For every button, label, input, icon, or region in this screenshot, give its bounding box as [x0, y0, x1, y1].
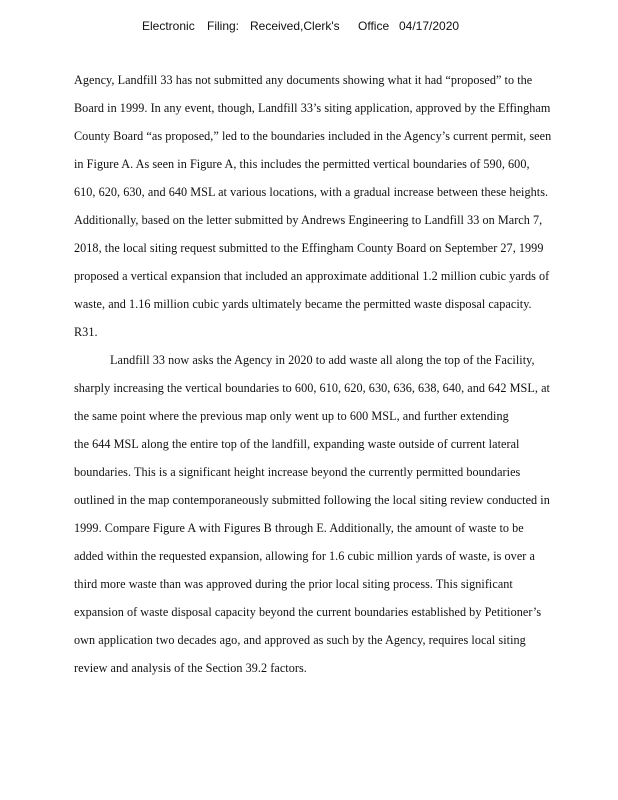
- header-received: Received,Clerk's: [250, 19, 340, 33]
- text-line: 610, 620, 630, and 640 MSL at various locations, with a gradual increase between these heights.: [74, 185, 549, 199]
- text-line: County Board “as proposed,” led to the boundaries included in the Agency’s current permit, seen: [74, 129, 552, 143]
- text-line: Board in 1999. In any event, though, Landfill 33’s siting application, approved by the Effingham: [74, 101, 551, 115]
- text-line: review and analysis of the Section 39.2 factors.: [74, 661, 307, 675]
- text-line: in Figure A. As seen in Figure A, this includes the permitted vertical boundaries of 590, 600,: [74, 157, 530, 171]
- header-filing: Filing:: [207, 19, 240, 33]
- text-line: third more waste than was approved during the prior local siting process. This significant: [74, 577, 513, 591]
- text-line: added within the requested expansion, allowing for 1.6 cubic million yards of waste, is over a: [74, 549, 535, 563]
- text-line: Landfill 33 now asks the Agency in 2020 to add waste all along the top of the Facility,: [110, 353, 535, 367]
- text-line: waste, and 1.16 million cubic yards ultimately became the permitted waste disposal capacity.: [74, 297, 532, 311]
- header-date: 04/17/2020: [399, 19, 460, 33]
- text-line: proposed a vertical expansion that included an approximate additional 1.2 million cubic yards of: [74, 269, 550, 283]
- text-line: boundaries. This is a significant height increase beyond the currently permitted boundaries: [74, 465, 521, 479]
- header-office: Office: [358, 19, 390, 33]
- text-line: the 644 MSL along the entire top of the landfill, expanding waste outside of current lateral: [74, 437, 520, 451]
- text-line: expansion of waste disposal capacity beyond the current boundaries established by Petitioner’s: [74, 605, 542, 619]
- text-line: Agency, Landfill 33 has not submitted any documents showing what it had “proposed” to the: [74, 73, 533, 87]
- text-line: the same point where the previous map only went up to 600 MSL, and further extending: [74, 409, 509, 423]
- text-line: outlined in the map contemporaneously submitted following the local siting review conducted in: [74, 493, 550, 507]
- text-line: own application two decades ago, and approved as such by the Agency, requires local siting: [74, 633, 526, 647]
- text-line: 1999. Compare Figure A with Figures B through E. Additionally, the amount of waste to be: [74, 521, 524, 535]
- text-line: 2018, the local siting request submitted to the Effingham County Board on September 27, 1999: [74, 241, 544, 255]
- text-line: Additionally, based on the letter submitted by Andrews Engineering to Landfill 33 on March 7,: [74, 213, 543, 227]
- text-line: sharply increasing the vertical boundaries to 600, 610, 620, 630, 636, 638, 640, and 642 MSL, at: [74, 381, 550, 395]
- header-electronic: Electronic: [142, 19, 195, 33]
- text-line: R31.: [74, 325, 98, 339]
